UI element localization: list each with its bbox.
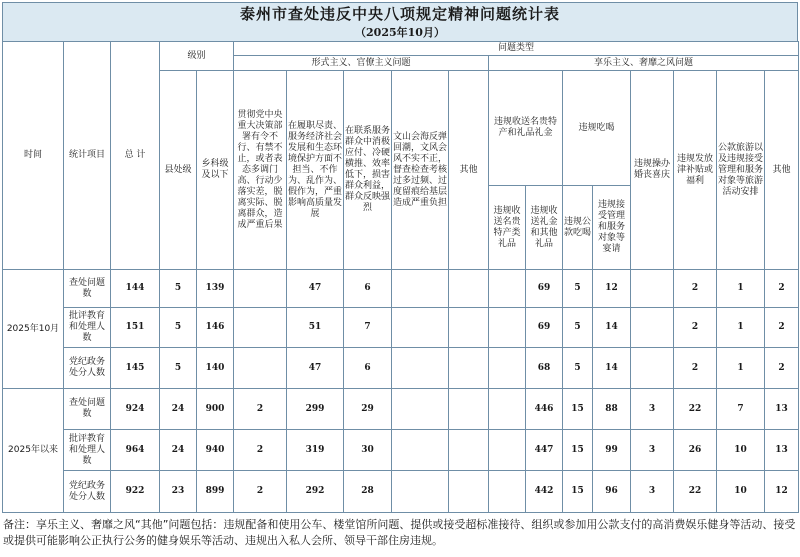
row-label: 党纪政务处分人数 (64, 348, 111, 389)
header-meal-group: 违规吃喝 (563, 71, 631, 186)
cell-meal-public: 5 (563, 270, 593, 308)
header-gift-specialty: 违规收送名贵特产类礼品 (489, 186, 526, 270)
header-hedonism: 享乐主义、奢靡之风问题 (489, 56, 799, 71)
header-county-level: 县处级 (160, 71, 197, 270)
cell-gift-specialty (489, 389, 526, 430)
cell-travel: 7 (717, 389, 765, 430)
header-stat-item: 统计项目 (64, 42, 111, 270)
header-problem-type: 问题类型 (234, 42, 799, 56)
cell-gift-specialty (489, 430, 526, 471)
table-row (3, 270, 799, 308)
table-row (3, 348, 799, 389)
cell-wedding (631, 270, 674, 308)
period-cell: 2025年10月 (3, 270, 64, 389)
cell-formalism-service: 29 (344, 389, 392, 430)
cell-allowance: 22 (674, 471, 717, 513)
cell-gift-money: 442 (526, 471, 563, 513)
cell-formalism-other (449, 270, 489, 308)
cell-formalism-duty: 319 (287, 430, 344, 471)
cell-wedding (631, 348, 674, 389)
header-formalism-service: 在联系服务群众中消极应付、冷硬横推、效率低下，损害群众利益，群众反映强烈 (344, 71, 392, 270)
cell-formalism-meetings (392, 471, 449, 513)
cell-formalism-decision: 2 (234, 389, 287, 430)
cell-total: 964 (111, 430, 160, 471)
cell-formalism-service: 6 (344, 348, 392, 389)
cell-allowance: 26 (674, 430, 717, 471)
cell-gift-money: 447 (526, 430, 563, 471)
cell-formalism-duty: 299 (287, 389, 344, 430)
cell-allowance: 2 (674, 308, 717, 348)
header-hedonism-other: 其他 (765, 71, 799, 270)
cell-formalism-service: 30 (344, 430, 392, 471)
cell-hedonism-other: 2 (765, 270, 799, 308)
cell-county: 5 (160, 270, 197, 308)
cell-township: 139 (197, 270, 234, 308)
table-row (3, 430, 799, 471)
cell-formalism-meetings (392, 308, 449, 348)
header-wedding: 违规操办婚丧喜庆 (631, 71, 674, 270)
cell-travel: 1 (717, 270, 765, 308)
cell-meal-banquet: 14 (593, 348, 631, 389)
cell-travel: 10 (717, 430, 765, 471)
header-allowance: 违规发放津补贴或福利 (674, 71, 717, 270)
row-label: 查处问题数 (64, 389, 111, 430)
cell-county: 23 (160, 471, 197, 513)
cell-travel: 10 (717, 471, 765, 513)
cell-meal-banquet: 14 (593, 308, 631, 348)
cell-meal-banquet: 12 (593, 270, 631, 308)
header-gift-group: 违规收送名贵特产和礼品礼金 (489, 71, 563, 186)
header-township-level: 乡科级及以下 (197, 71, 234, 270)
footnote: 备注：享乐主义、奢靡之风“其他”问题包括：违规配备和使用公车、楼堂馆所问题、提供或接受超标准接待、组织或参加用公款支付的高消费娱乐健身等活动、接受或提供可能影响公正执行公务的健身娱乐等活动、违规出入私人会所、领导干部住房违规。 (3, 518, 796, 547)
cell-formalism-other (449, 389, 489, 430)
page-title: 泰州市查处违反中央八项规定精神问题统计表 (2, 2, 798, 25)
cell-total: 924 (111, 389, 160, 430)
cell-allowance: 2 (674, 270, 717, 308)
cell-wedding: 3 (631, 430, 674, 471)
cell-meal-public: 5 (563, 308, 593, 348)
cell-gift-specialty (489, 471, 526, 513)
row-label: 批评教育和处理人数 (64, 430, 111, 471)
cell-formalism-service: 28 (344, 471, 392, 513)
header-total: 总 计 (111, 42, 160, 270)
cell-wedding: 3 (631, 389, 674, 430)
cell-township: 899 (197, 471, 234, 513)
cell-allowance: 22 (674, 389, 717, 430)
cell-formalism-duty: 51 (287, 308, 344, 348)
cell-formalism-decision: 2 (234, 430, 287, 471)
cell-hedonism-other: 2 (765, 308, 799, 348)
cell-formalism-decision (234, 348, 287, 389)
cell-formalism-service: 7 (344, 308, 392, 348)
cell-total: 144 (111, 270, 160, 308)
cell-gift-specialty (489, 308, 526, 348)
table-row (3, 389, 799, 430)
header-formalism: 形式主义、官僚主义问题 (234, 56, 489, 71)
row-label: 批评教育和处理人数 (64, 308, 111, 348)
header-formalism-decision: 贯彻党中央重大决策部署有令不行、有禁不止，或者表态多调门高、行动少落实差，脱离实际、脱离群众，造成严重后果 (234, 71, 287, 270)
header-meal-public: 违规公款吃喝 (563, 186, 593, 270)
cell-formalism-other (449, 471, 489, 513)
table-row (3, 471, 799, 513)
header-meal-banquet: 违规接受管理和服务对象等宴请 (593, 186, 631, 270)
cell-formalism-meetings (392, 270, 449, 308)
cell-county: 5 (160, 308, 197, 348)
cell-total: 922 (111, 471, 160, 513)
header-level: 级别 (160, 42, 234, 71)
cell-allowance: 2 (674, 348, 717, 389)
cell-total: 151 (111, 308, 160, 348)
cell-meal-public: 5 (563, 348, 593, 389)
cell-gift-money: 69 (526, 308, 563, 348)
cell-travel: 1 (717, 348, 765, 389)
statistics-table (2, 41, 799, 513)
cell-gift-specialty (489, 348, 526, 389)
cell-hedonism-other: 13 (765, 389, 799, 430)
cell-total: 145 (111, 348, 160, 389)
row-label: 党纪政务处分人数 (64, 471, 111, 513)
cell-gift-specialty (489, 270, 526, 308)
table-row (3, 308, 799, 348)
cell-formalism-decision (234, 270, 287, 308)
cell-gift-money: 446 (526, 389, 563, 430)
statistics-sheet (2, 2, 798, 549)
period-cell: 2025年以来 (3, 389, 64, 513)
cell-township: 140 (197, 348, 234, 389)
cell-formalism-duty: 292 (287, 471, 344, 513)
cell-formalism-meetings (392, 348, 449, 389)
cell-meal-public: 15 (563, 471, 593, 513)
cell-gift-money: 69 (526, 270, 563, 308)
cell-formalism-other (449, 308, 489, 348)
cell-county: 24 (160, 389, 197, 430)
cell-meal-banquet: 88 (593, 389, 631, 430)
cell-meal-public: 15 (563, 430, 593, 471)
header-formalism-meetings: 文山会海反弹回潮，文风会风不实不正，督查检查考核过多过频、过度留痕给基层造成严重负担 (392, 71, 449, 270)
header-travel: 公款旅游以及违规接受管理和服务对象等旅游活动安排 (717, 71, 765, 270)
header-formalism-duty: 在履职尽责、服务经济社会发展和生态环境保护方面不担当、不作为、乱作为、假作为，严重影响高质量发展 (287, 71, 344, 270)
cell-formalism-meetings (392, 430, 449, 471)
page-subtitle: （2025年10月） (2, 25, 798, 41)
header-formalism-other: 其他 (449, 71, 489, 270)
cell-formalism-decision (234, 308, 287, 348)
cell-wedding: 3 (631, 471, 674, 513)
cell-formalism-duty: 47 (287, 348, 344, 389)
cell-formalism-meetings (392, 389, 449, 430)
cell-formalism-duty: 47 (287, 270, 344, 308)
cell-meal-banquet: 99 (593, 430, 631, 471)
cell-meal-banquet: 96 (593, 471, 631, 513)
row-label: 查处问题数 (64, 270, 111, 308)
cell-township: 900 (197, 389, 234, 430)
cell-travel: 1 (717, 308, 765, 348)
cell-wedding (631, 308, 674, 348)
cell-hedonism-other: 2 (765, 348, 799, 389)
header-gift-money: 违规收送礼金和其他礼品 (526, 186, 563, 270)
cell-meal-public: 15 (563, 389, 593, 430)
cell-gift-money: 68 (526, 348, 563, 389)
header-time: 时间 (3, 42, 64, 270)
cell-formalism-decision: 2 (234, 471, 287, 513)
cell-hedonism-other: 12 (765, 471, 799, 513)
cell-formalism-service: 6 (344, 270, 392, 308)
cell-county: 24 (160, 430, 197, 471)
cell-formalism-other (449, 430, 489, 471)
cell-township: 146 (197, 308, 234, 348)
cell-hedonism-other: 13 (765, 430, 799, 471)
cell-formalism-other (449, 348, 489, 389)
cell-county: 5 (160, 348, 197, 389)
cell-township: 940 (197, 430, 234, 471)
